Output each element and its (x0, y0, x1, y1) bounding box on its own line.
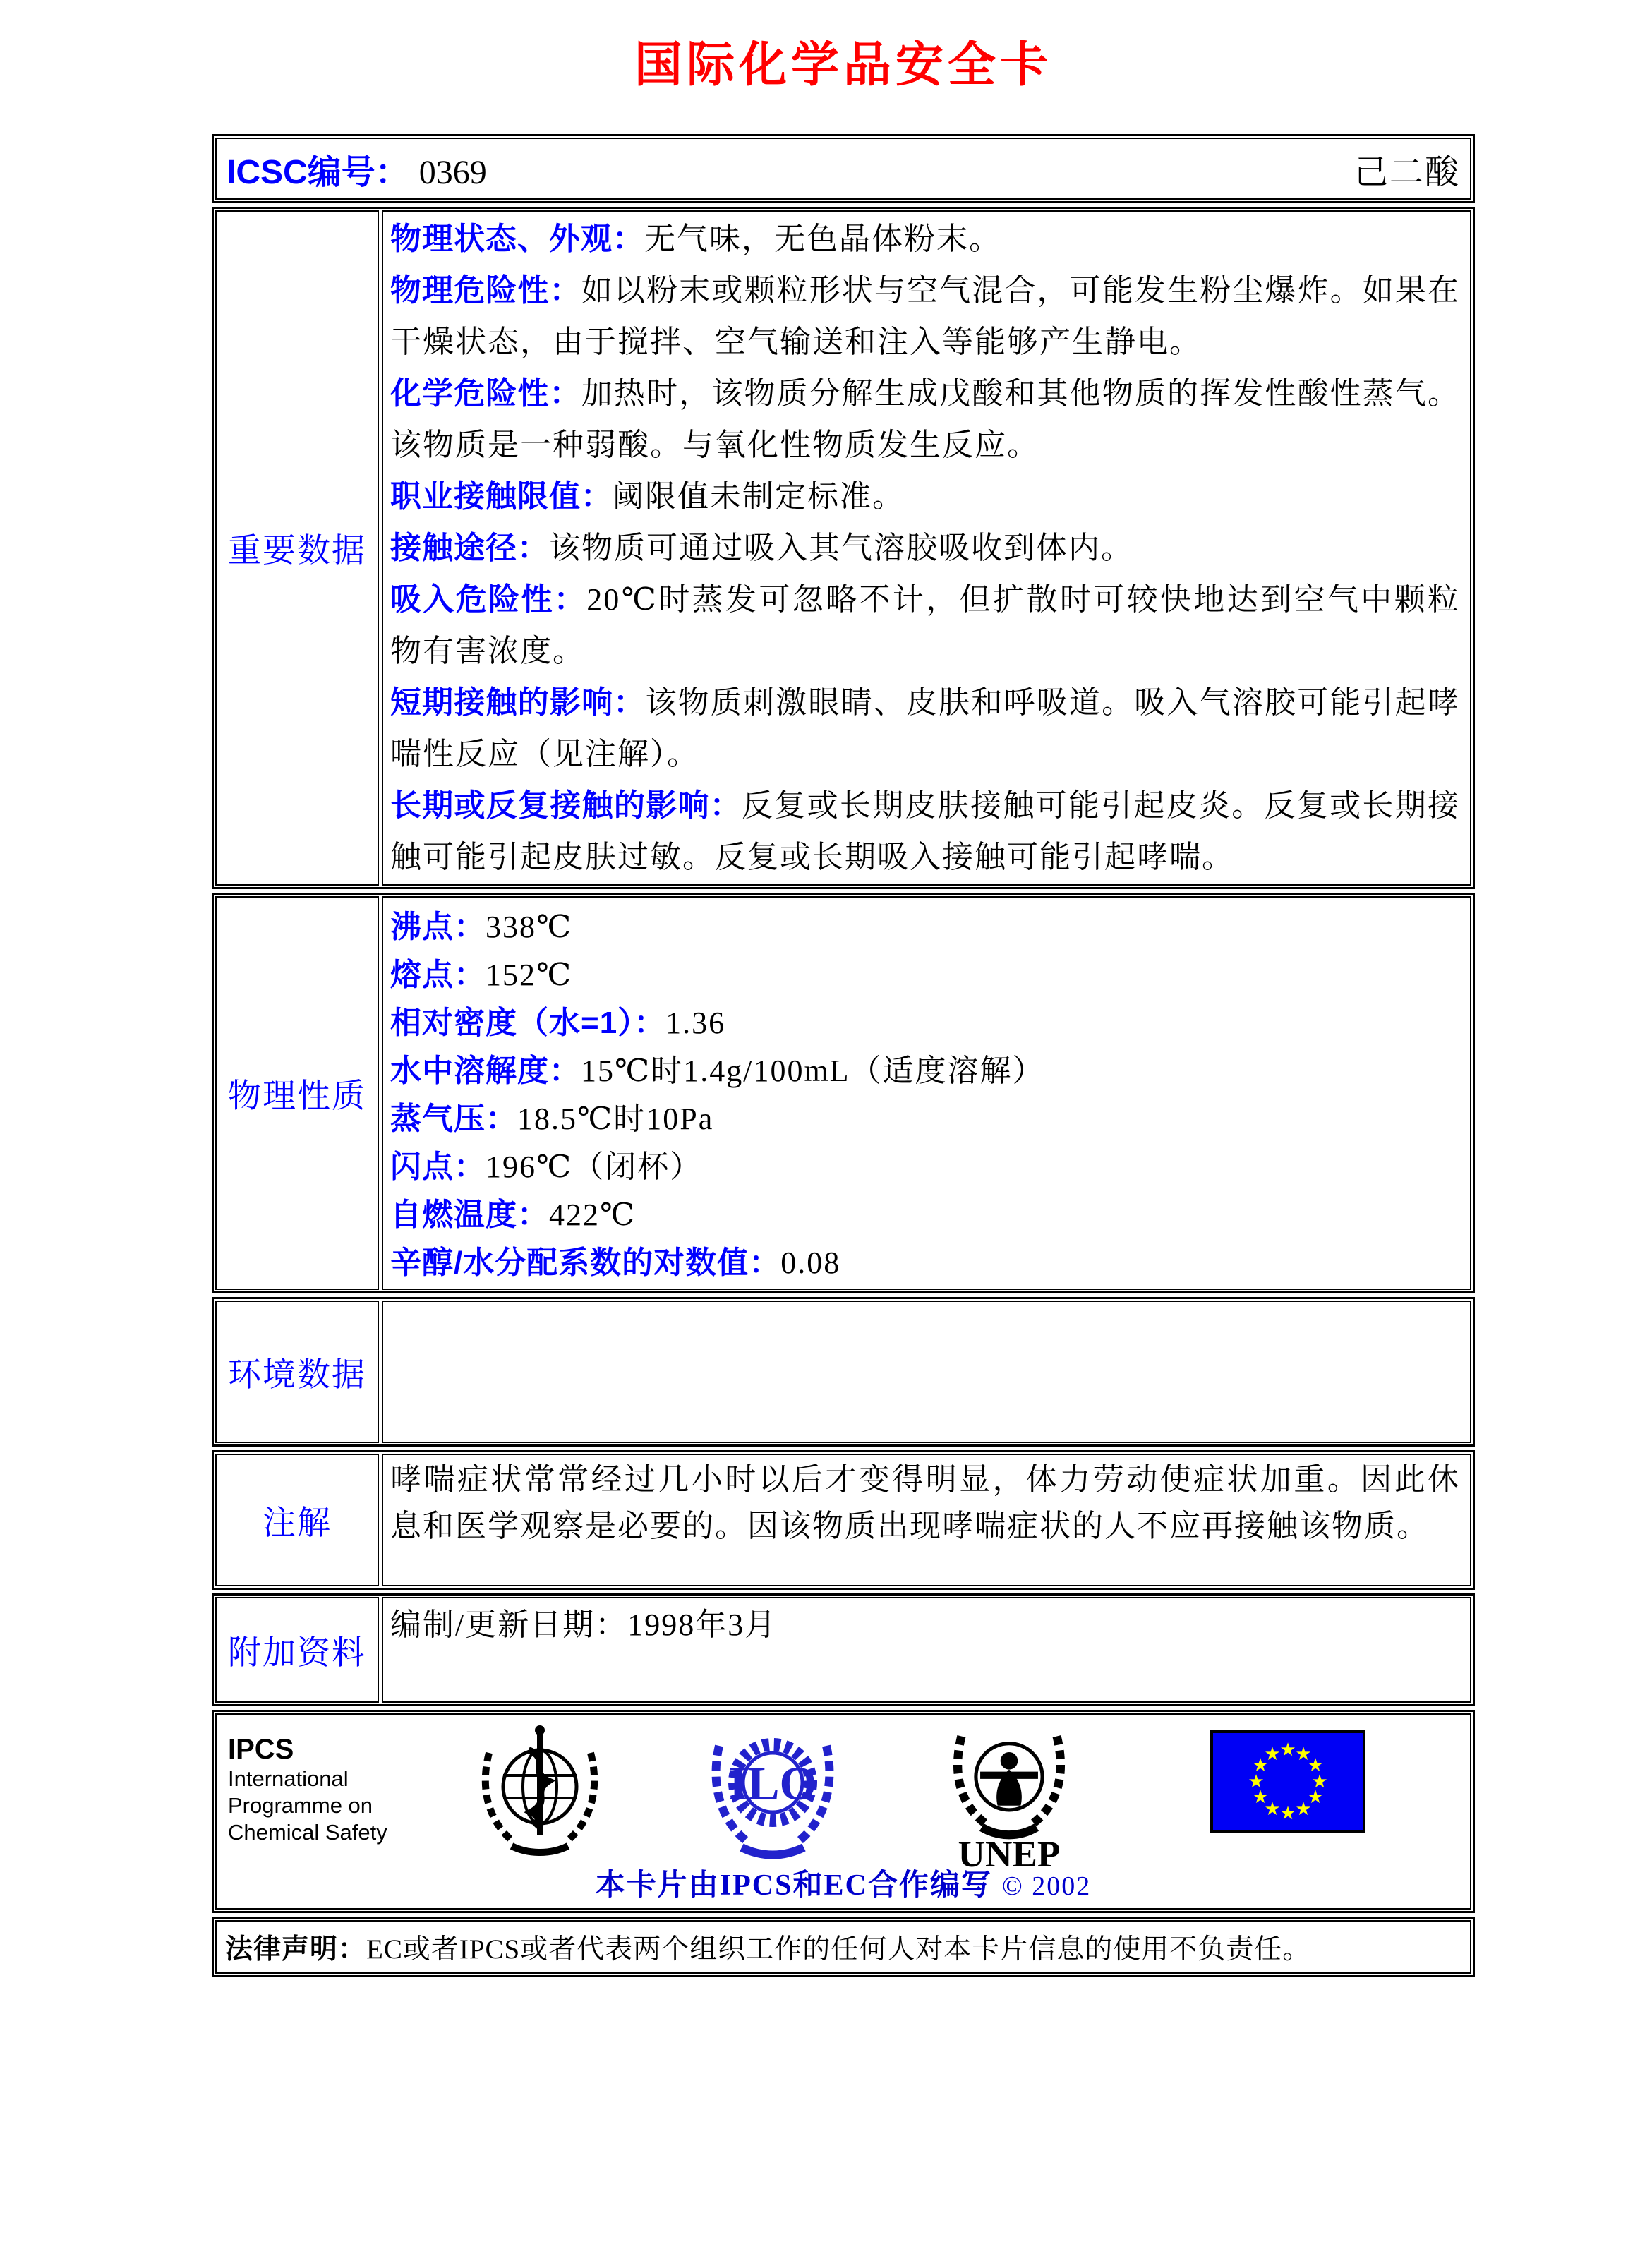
ipcs-line2: Programme on (228, 1793, 373, 1818)
field-label: 职业接触限值： (390, 479, 613, 514)
field-update-date (390, 1600, 1460, 1651)
copyright-text: © 2002 (1001, 1871, 1092, 1901)
ilo-icon (702, 1720, 843, 1862)
field-label: 相对密度（水=1）： (390, 1006, 666, 1040)
field-flash-point (390, 1143, 1460, 1191)
icsc-table (212, 134, 1475, 1981)
legal-notice-text: EC或者IPCS或者代表两个组织工作的任何人对本卡片信息的使用不负责任。 (366, 1934, 1311, 1965)
unep-icon (928, 1722, 1090, 1874)
field-label: 长期或反复接触的影响： (390, 788, 742, 823)
field-label: 短期接触的影响： (390, 685, 646, 720)
field-water-solubility (390, 1047, 1460, 1095)
legal-notice-label: 法律声明： (225, 1934, 367, 1965)
field-text: 该物质可通过吸入其气溶胶吸收到体内。 (549, 531, 1133, 565)
environmental-data-content (382, 1301, 1471, 1443)
field-text: 422℃ (549, 1198, 637, 1232)
field-exposure-limit (390, 471, 1460, 522)
field-text: 152℃ (486, 958, 573, 992)
cooperation-caption (217, 1862, 1470, 1904)
icsc-number-value: 0369 (418, 153, 487, 191)
eu-flag-icon (1210, 1730, 1365, 1833)
field-label: 物理状态、外观： (390, 222, 644, 256)
svg-text:★: ★ (1264, 1744, 1281, 1765)
icsc-number-group (227, 145, 487, 193)
icsc-number-label: ICSC编号： (227, 153, 409, 191)
field-text: 1998年3月 (627, 1607, 778, 1642)
field-label: 蒸气压： (390, 1102, 517, 1136)
svg-text:★: ★ (1295, 1744, 1312, 1765)
section-legal-notice (212, 1917, 1475, 1977)
section-label-important: 重要数据 (215, 210, 379, 886)
notes-text: 哮喘症状常常经过几小时以后才变得明显，体力劳动使症状加重。因此休息和医学观察是必要的。因该物质出现哮喘症状的人不应再接触该物质。 (390, 1462, 1460, 1543)
field-autoignition-temp (390, 1191, 1460, 1239)
section-label-environment: 环境数据 (215, 1301, 379, 1443)
section-label-physical: 物理性质 (215, 896, 379, 1290)
svg-text:★: ★ (1307, 1755, 1324, 1776)
ipcs-logo-text (228, 1733, 418, 1846)
section-environmental-data (212, 1297, 1475, 1447)
field-exposure-route (390, 522, 1460, 574)
ipcs-title: IPCS (228, 1734, 294, 1765)
field-label: 吸入危险性： (390, 582, 587, 617)
section-notes (212, 1450, 1475, 1590)
field-text: 加热时，该物质分解生成戊酸和其他物质的挥发性酸性蒸气。该物质是一种弱酸。与氧化性物质发生反应。 (390, 376, 1460, 462)
svg-text:★: ★ (1252, 1787, 1269, 1808)
field-vapor-pressure (390, 1095, 1460, 1143)
field-logp (390, 1239, 1460, 1287)
svg-text:★: ★ (1311, 1771, 1328, 1792)
field-inhalation-risk (390, 574, 1460, 677)
who-icon (469, 1722, 610, 1863)
field-text: 无气味，无色晶体粉末。 (644, 222, 1001, 256)
field-physical-danger (390, 265, 1460, 368)
section-header-row (212, 134, 1475, 203)
svg-text:★: ★ (1264, 1799, 1281, 1820)
field-short-term-effects (390, 677, 1460, 780)
svg-text:★: ★ (1295, 1799, 1312, 1820)
ipcs-line3: Chemical Safety (228, 1820, 387, 1845)
header-cell (215, 138, 1471, 200)
svg-text:★: ★ (1307, 1787, 1324, 1808)
ipcs-line1: International (228, 1766, 349, 1791)
section-important-data (212, 207, 1475, 889)
section-label-additional: 附加资料 (215, 1597, 379, 1703)
section-physical-properties (212, 893, 1475, 1293)
field-long-term-effects (390, 780, 1460, 883)
field-text: 该物质刺激眼睛、皮肤和呼吸道。吸入气溶胶可能引起哮喘性反应（见注解）。 (390, 685, 1460, 771)
field-relative-density (390, 999, 1460, 1047)
field-text: 18.5℃时10Pa (517, 1102, 714, 1136)
field-label: 熔点： (390, 958, 486, 992)
field-physical-state (390, 213, 1460, 265)
svg-text:★: ★ (1279, 1739, 1296, 1761)
field-label: 接触途径： (390, 531, 549, 565)
ilo-monogram: ILO (728, 1756, 817, 1810)
important-data-content (382, 210, 1471, 886)
field-text: 15℃时1.4g/100mL（适度溶解） (581, 1054, 1045, 1088)
field-text: 196℃（闭杯） (486, 1150, 703, 1184)
field-label: 辛醇/水分配系数的对数值： (390, 1245, 781, 1280)
physical-properties-content (382, 896, 1471, 1290)
section-label-notes: 注解 (215, 1454, 379, 1586)
field-boiling-point (390, 903, 1460, 951)
page-title: 国际化学品安全卡 (634, 38, 1052, 92)
logos-cell (215, 1713, 1471, 1910)
field-text: 阈限值未制定标准。 (613, 479, 905, 514)
field-label: 自燃温度： (390, 1198, 549, 1232)
svg-text:★: ★ (1252, 1755, 1269, 1776)
chemical-name: 己二酸 (1353, 153, 1460, 191)
field-label: 化学危险性： (390, 376, 581, 411)
caption-text: 本卡片由IPCS和EC合作编写 (595, 1869, 992, 1902)
field-label: 编制/更新日期： (390, 1607, 628, 1642)
additional-info-content (382, 1597, 1471, 1703)
field-melting-point (390, 951, 1460, 999)
field-label: 闪点： (390, 1150, 486, 1184)
field-text: 20℃时蒸发可忽略不计，但扩散时可较快地达到空气中颗粒物有害浓度。 (390, 582, 1461, 668)
field-text: 如以粉末或颗粒形状与空气混合，可能发生粉尘爆炸。如果在干燥状态，由于搅拌、空气输送和注入等能够产生静电。 (390, 273, 1460, 359)
svg-text:★: ★ (1248, 1771, 1265, 1792)
legal-notice-cell (215, 1920, 1471, 1974)
unep-wordmark: UNEP (958, 1833, 1061, 1874)
notes-content (382, 1454, 1471, 1586)
field-chemical-danger (390, 368, 1460, 471)
section-logos (212, 1710, 1475, 1913)
field-text: 0.08 (780, 1245, 841, 1280)
field-label: 水中溶解度： (390, 1054, 581, 1088)
field-label: 物理危险性： (390, 273, 581, 308)
section-additional-info (212, 1593, 1475, 1706)
field-text: 338℃ (486, 910, 573, 944)
field-text: 1.36 (665, 1006, 726, 1040)
svg-text:★: ★ (1279, 1803, 1296, 1824)
field-label: 沸点： (390, 910, 486, 944)
field-text: 反复或长期皮肤接触可能引起皮炎。反复或长期接触可能引起皮肤过敏。反复或长期吸入接触可能引起哮喘。 (390, 788, 1460, 874)
